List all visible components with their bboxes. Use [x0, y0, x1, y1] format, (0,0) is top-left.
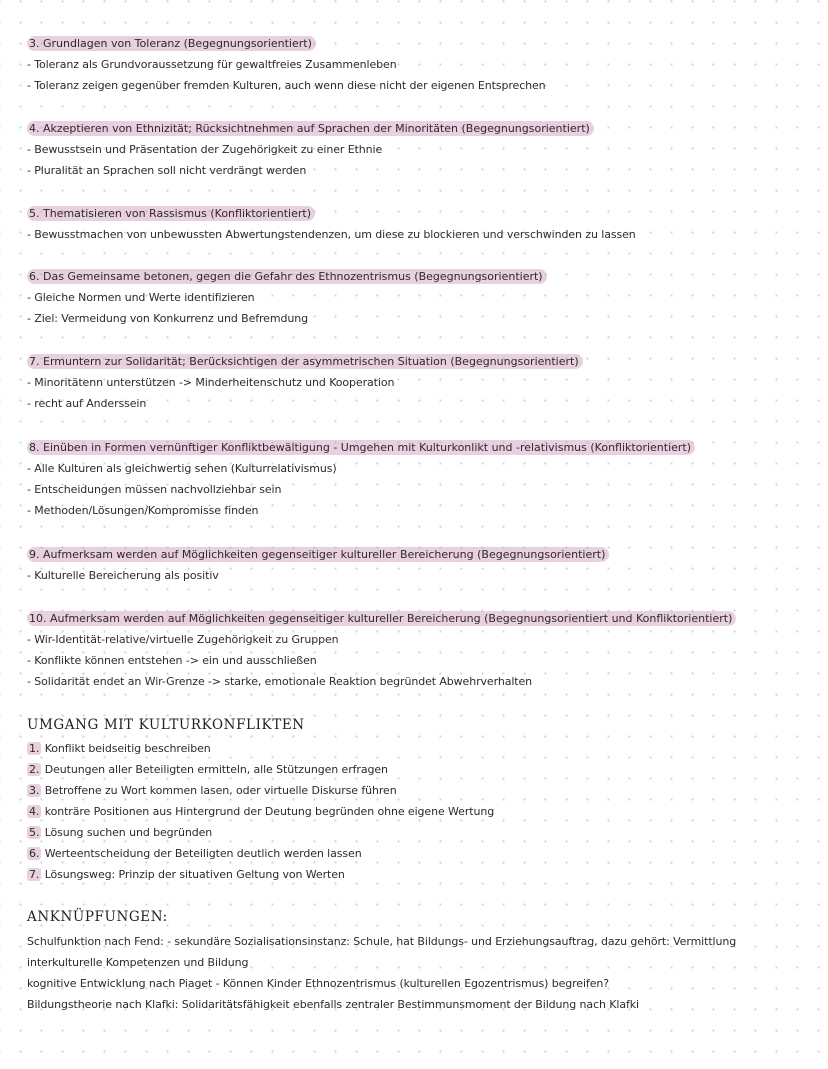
step-text: Konflikt beidseitig beschreiben	[44, 742, 211, 755]
step-item	[27, 822, 817, 843]
step-text: Lösung suchen und begründen	[44, 826, 213, 839]
section-3	[27, 33, 817, 96]
step-item	[27, 843, 817, 864]
step-text: Lösungsweg: Prinzip der situativen Geltung von Werten	[44, 868, 345, 881]
step-number: 2.	[29, 763, 40, 776]
bullet-item: - recht auf Anderssein	[27, 397, 147, 410]
section-heading: 4. Akzeptieren von Ethnizität; Rücksichtnehmen auf Sprachen der Minoritäten (Begegnungsorientiert)	[27, 118, 817, 139]
step-text: Betroffene zu Wort kommen lasen, oder virtuelle Diskurse führen	[44, 784, 397, 797]
section-heading: 5. Thematisieren von Rassismus (Konfliktorientiert)	[27, 203, 817, 224]
section-heading: 7. Ermuntern zur Solidarität; Berücksichtigen der asymmetrischen Situation (Begegnungsorientiert)	[27, 351, 817, 372]
bullet-item: - Toleranz zeigen gegenüber fremden Kulturen, auch wenn diese nicht der eigenen Entsprechen	[27, 79, 546, 92]
step-item	[27, 738, 817, 759]
anknuepfungen-lines	[27, 931, 817, 1015]
bullet-item: - Bewusstsein und Präsentation der Zugehörigkeit zu einer Ethnie	[27, 143, 383, 156]
bullet-item: - Ziel: Vermeidung von Konkurrenz und Befremdung	[27, 312, 308, 325]
anknuepfungen-title: ANKNÜPFUNGEN:	[27, 909, 168, 925]
section-heading: 10. Aufmerksam werden auf Möglichkeiten gegenseitiger kultureller Bereicherung (Begegnungsorientiert und Konfliktorientiert)	[27, 608, 817, 629]
step-number: 7.	[29, 868, 40, 881]
bullet-item: - Solidarität endet an Wir-Grenze -> starke, emotionale Reaktion begründet Abwehrverhalten	[27, 675, 533, 688]
section-6	[27, 266, 817, 329]
bullet-item: - Toleranz als Grundvoraussetzung für gewaltfreies Zusammenleben	[27, 58, 397, 71]
anknuepfung-line: kognitive Entwicklung nach Piaget - Können Kinder Ethnozentrismus (kulturellen Egozentrismus) begreifen?	[27, 977, 609, 990]
section-heading: 9. Aufmerksam werden auf Möglichkeiten gegenseitiger kultureller Bereicherung (Begegnungsorientiert)	[27, 544, 817, 565]
bullet-item: - Wir-Identität-relative/virtuelle Zugehörigkeit zu Gruppen	[27, 633, 339, 646]
section-7	[27, 351, 817, 414]
bullet-item: - Methoden/Lösungen/Kompromisse finden	[27, 504, 259, 517]
bullet-item: - Konflikte können entstehen -> ein und ausschließen	[27, 654, 317, 667]
umgang-steps	[27, 738, 817, 885]
section-8	[27, 437, 817, 521]
bullet-item: - Bewusstmachen von unbewussten Abwertungstendenzen, um diese zu blockieren und verschwinden zu lassen	[27, 228, 636, 241]
section-heading: 6. Das Gemeinsame betonen, gegen die Gefahr des Ethnozentrismus (Begegnungsorientiert)	[27, 266, 817, 287]
step-number: 4.	[29, 805, 40, 818]
step-number: 5.	[29, 826, 40, 839]
step-item	[27, 864, 817, 885]
step-number: 6.	[29, 847, 40, 860]
section-9	[27, 544, 817, 586]
bullet-item: - Gleiche Normen und Werte identifizieren	[27, 291, 255, 304]
section-4	[27, 118, 817, 181]
bullet-item: - Minoritätenn unterstützen -> Minderheitenschutz und Kooperation	[27, 376, 395, 389]
section-heading: 3. Grundlagen von Toleranz (Begegnungsorientiert)	[27, 33, 817, 54]
bullet-item: - Alle Kulturen als gleichwertig sehen (Kulturrelativismus)	[27, 462, 337, 475]
step-item	[27, 759, 817, 780]
section-5	[27, 203, 817, 245]
step-number: 3.	[29, 784, 40, 797]
bullet-item: - Pluralität an Sprachen soll nicht verdrängt werden	[27, 164, 307, 177]
bullet-item: - Entscheidungen müssen nachvollziehbar sein	[27, 483, 282, 496]
anknuepfung-line: Schulfunktion nach Fend: - sekundäre Sozialisationsinstanz: Schule, hat Bildungs- und Erziehungsauftrag, dazu gehört: Vermittlung interkulturelle Kompetenzen und Bildung	[27, 935, 737, 969]
umgang-title: UMGANG MIT KULTURKONFLIKTEN	[27, 717, 305, 733]
anknuepfung-line: Bildungstheorie nach Klafki: Solidaritätsfähigkeit ebenfalls zentraler Bestimmunsmoment der Bildung nach Klafki	[27, 998, 639, 1011]
step-text: Deutungen aller Beteiligten ermitteln, alle Stützungen erfragen	[44, 763, 388, 776]
step-text: konträre Positionen aus Hintergrund der Deutung begründen ohne eigene Wertung	[44, 805, 495, 818]
section-heading: 8. Einüben in Formen vernünftiger Konfliktbewältigung - Umgehen mit Kulturkonlikt und -relativismus (Konfliktorientiert)	[27, 437, 817, 458]
section-10	[27, 608, 817, 692]
step-number: 1.	[29, 742, 40, 755]
step-item	[27, 780, 817, 801]
bullet-item: - Kulturelle Bereicherung als positiv	[27, 569, 219, 582]
step-text: Werteentscheidung der Beteiligten deutlich werden lassen	[44, 847, 362, 860]
step-item	[27, 801, 817, 822]
